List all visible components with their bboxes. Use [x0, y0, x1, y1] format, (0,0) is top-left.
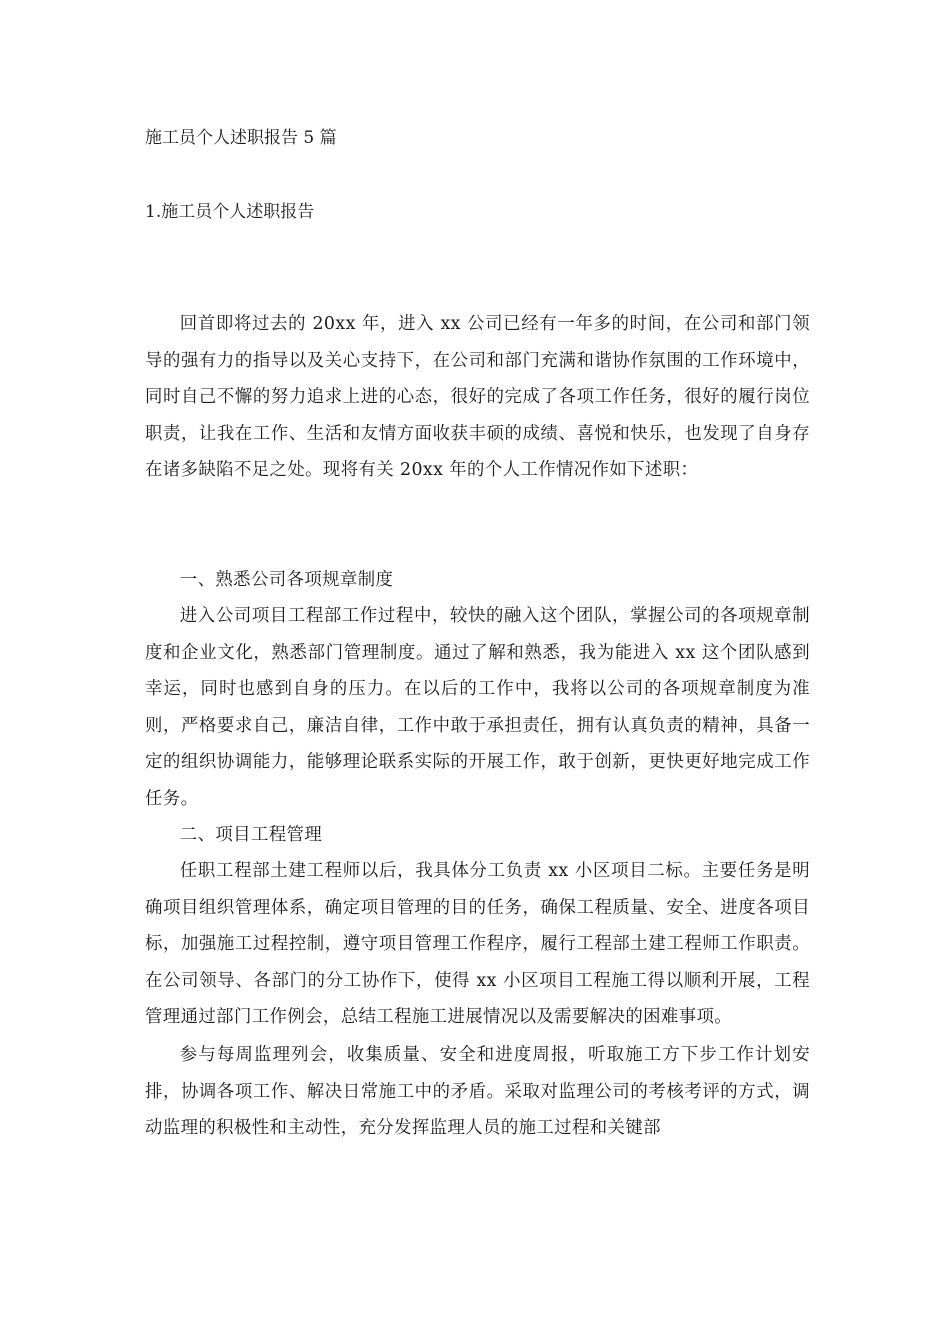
project-paragraph: 任职工程部土建工程师以后，我具体分工负责 xx 小区项目二标。主要任务是明确项目组织管理体系，确定项目管理的目的任务，确保工程质量、安全、进度各项目标，加强施工过程控制，遵守项目管理工作程序，履行工程部土建工程师工作职责。在公司领导、各部门的分工协作下，使得 xx 小区项目工程施工得以顺利开展，工程管理通过部门工作例会，总结工程施工进展情况以及需要解决的困难事项。: [145, 861, 810, 1027]
intro-paragraph: 回首即将过去的 20xx 年，进入 xx 公司已经有一年多的时间，在公司和部门领导的强有力的指导以及关心支持下，在公司和部门充满和谐协作氛围的工作环境中，同时自己不懈的努力追求上进的心态，很好的完成了各项工作任务，很好的履行岗位职责，让我在工作、生活和友情方面收获丰硕的成绩、喜悦和快乐，也发现了自身存在诸多缺陷不足之处。现将有关 20xx 年的个人工作情况作如下述职：: [145, 314, 810, 480]
supervision-paragraph: 参与每周监理列会，收集质量、安全和进度周报，听取施工方下步工作计划安排，协调各项工作、解决日常施工中的矛盾。采取对监理公司的考核考评的方式，调动监理的积极性和主动性，充分发挥监理人员的施工过程和关键部: [145, 1045, 810, 1138]
subheading-rules: 一、熟悉公司各项规章制度: [179, 570, 394, 590]
section-title: 1.施工员个人述职报告: [145, 202, 315, 222]
document-title: 施工员个人述职报告 5 篇: [145, 128, 337, 148]
rules-paragraph: 进入公司项目工程部工作过程中，较快的融入这个团队，掌握公司的各项规章制度和企业文化，熟悉部门管理制度。通过了解和熟悉，我为能进入 xx 这个团队感到幸运，同时也感到自身的压力。在以后的工作中，我将以公司的各项规章制度为准则，严格要求自己，廉洁自律，工作中敢于承担责任，拥有认真负责的精神，具备一定的组织协调能力，能够理论联系实际的开展工作，敢于创新，更快更好地完成工作任务。: [145, 606, 810, 809]
subheading-project-management: 二、项目工程管理: [179, 825, 323, 845]
